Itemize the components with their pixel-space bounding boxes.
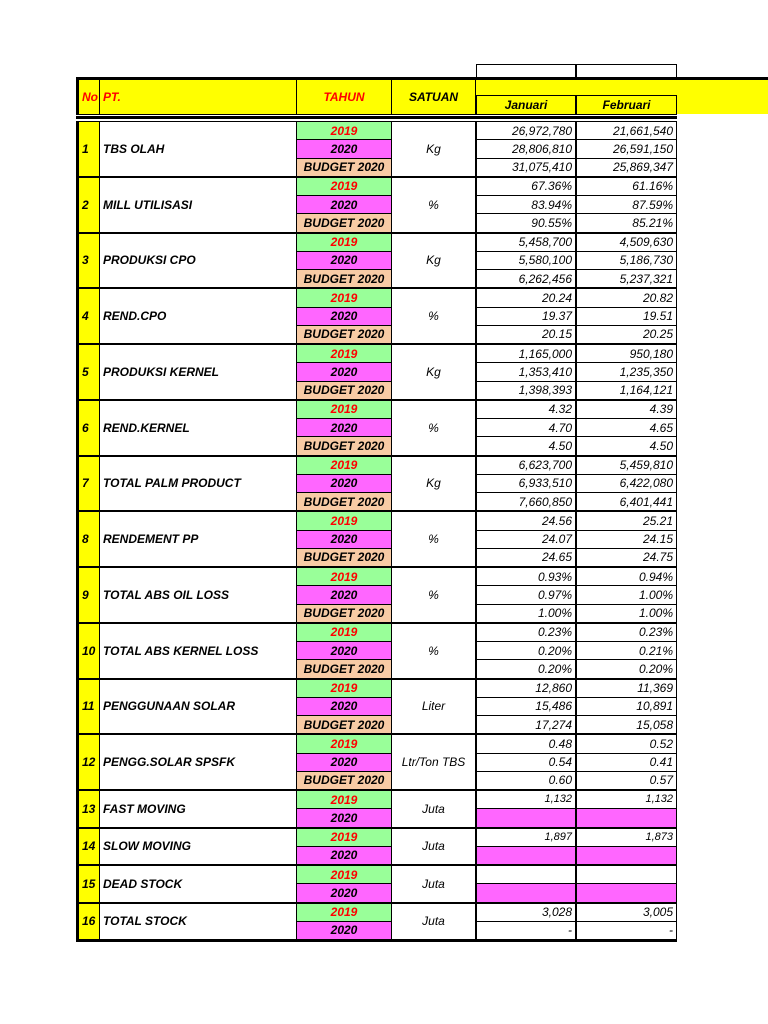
value-januari[interactable]: 6,933,510 xyxy=(476,474,576,493)
value-januari[interactable]: 24.65 xyxy=(476,548,576,567)
value-februari[interactable]: 0.23% xyxy=(576,623,677,642)
value-januari[interactable]: 19.37 xyxy=(476,307,576,326)
value-januari[interactable] xyxy=(476,865,576,884)
row-number: 12 xyxy=(76,734,100,790)
value-januari[interactable]: 1,897 xyxy=(476,828,576,847)
blank-cell-jan-top[interactable] xyxy=(476,64,576,78)
value-februari[interactable]: 21,661,540 xyxy=(576,121,677,140)
row-indicator-name: FAST MOVING xyxy=(99,790,297,828)
year-cell[interactable]: 2020 xyxy=(296,530,392,549)
row-unit: Ltr/Ton TBS xyxy=(391,734,476,790)
value-januari[interactable]: 0.23% xyxy=(476,623,576,642)
value-februari[interactable]: 24.75 xyxy=(576,548,677,567)
value-februari[interactable]: 0.21% xyxy=(576,641,677,660)
row-unit: Kg xyxy=(391,344,476,400)
value-januari[interactable]: 90.55% xyxy=(476,213,576,232)
year-cell[interactable]: 2020 xyxy=(296,251,392,270)
row-number: 4 xyxy=(76,288,100,344)
year-cell[interactable]: 2020 xyxy=(296,474,392,493)
year-cell[interactable]: 2020 xyxy=(296,307,392,326)
value-januari[interactable]: 24.56 xyxy=(476,511,576,530)
header-februari: Februari xyxy=(576,95,677,115)
row-indicator-name: PRODUKSI KERNEL xyxy=(99,344,297,400)
value-februari[interactable]: 10,891 xyxy=(576,697,677,716)
value-januari[interactable]: 12,860 xyxy=(476,679,576,698)
row-number: 14 xyxy=(76,828,100,866)
row-number: 13 xyxy=(76,790,100,828)
row-unit: Kg xyxy=(391,121,476,177)
value-februari[interactable]: 4.65 xyxy=(576,418,677,437)
year-cell[interactable]: 2019 xyxy=(296,177,392,196)
value-januari[interactable]: 3,028 xyxy=(476,903,576,922)
value-februari[interactable]: 3,005 xyxy=(576,903,677,922)
value-februari[interactable]: 1.00% xyxy=(576,585,677,604)
value-februari[interactable]: 6,401,441 xyxy=(576,492,677,511)
value-februari[interactable] xyxy=(576,883,677,902)
value-februari[interactable]: 26,591,150 xyxy=(576,139,677,158)
value-februari[interactable]: 5,186,730 xyxy=(576,251,677,270)
value-februari[interactable]: 20.82 xyxy=(576,288,677,307)
value-februari[interactable]: 4.39 xyxy=(576,400,677,419)
year-cell[interactable]: 2020 xyxy=(296,362,392,381)
value-februari[interactable]: 85.21% xyxy=(576,213,677,232)
row-indicator-name: REND.CPO xyxy=(99,288,297,344)
year-cell[interactable]: BUDGET 2020 xyxy=(296,548,392,567)
header-no: No xyxy=(76,77,100,115)
row-unit: Juta xyxy=(391,903,476,941)
value-januari[interactable]: 0.54 xyxy=(476,753,576,772)
row-indicator-name: MILL UTILISASI xyxy=(99,177,297,233)
year-cell[interactable]: BUDGET 2020 xyxy=(296,269,392,288)
row-number: 3 xyxy=(76,233,100,289)
row-indicator-name: PENGGUNAAN SOLAR xyxy=(99,679,297,735)
row-unit: % xyxy=(391,177,476,233)
value-januari[interactable]: 1,398,393 xyxy=(476,381,576,400)
value-februari[interactable]: 25,869,347 xyxy=(576,158,677,177)
value-februari[interactable]: 1,235,350 xyxy=(576,362,677,381)
value-februari[interactable]: 25.21 xyxy=(576,511,677,530)
year-cell[interactable]: 2020 xyxy=(296,195,392,214)
row-indicator-name: TOTAL PALM PRODUCT xyxy=(99,456,297,512)
row-indicator-name: TBS OLAH xyxy=(99,121,297,177)
row-unit: % xyxy=(391,288,476,344)
value-januari[interactable]: 5,580,100 xyxy=(476,251,576,270)
value-februari[interactable]: 5,237,321 xyxy=(576,269,677,288)
value-februari[interactable]: 87.59% xyxy=(576,195,677,214)
year-cell[interactable]: 2019 xyxy=(296,400,392,419)
value-januari[interactable]: 6,262,456 xyxy=(476,269,576,288)
value-januari[interactable]: 15,486 xyxy=(476,697,576,716)
row-indicator-name: REND.KERNEL xyxy=(99,400,297,456)
year-cell[interactable]: 2020 xyxy=(296,585,392,604)
value-januari[interactable]: 1,132 xyxy=(476,790,576,809)
row-number: 15 xyxy=(76,865,100,903)
value-februari[interactable]: 19.51 xyxy=(576,307,677,326)
value-januari[interactable]: 0.93% xyxy=(476,567,576,586)
value-januari[interactable]: 17,274 xyxy=(476,715,576,734)
row-number: 5 xyxy=(76,344,100,400)
value-februari[interactable]: 0.52 xyxy=(576,734,677,753)
value-januari[interactable]: 1,353,410 xyxy=(476,362,576,381)
year-cell[interactable]: 2019 xyxy=(296,679,392,698)
blank-cell-feb-top[interactable] xyxy=(576,64,677,78)
year-cell[interactable]: 2020 xyxy=(296,641,392,660)
row-unit: Liter xyxy=(391,679,476,735)
year-cell[interactable]: BUDGET 2020 xyxy=(296,325,392,344)
year-cell[interactable]: BUDGET 2020 xyxy=(296,659,392,678)
year-cell[interactable]: BUDGET 2020 xyxy=(296,492,392,511)
year-cell[interactable]: 2019 xyxy=(296,734,392,753)
value-januari[interactable]: 0.20% xyxy=(476,641,576,660)
value-februari[interactable]: 0.20% xyxy=(576,659,677,678)
value-januari[interactable] xyxy=(476,808,576,827)
row-unit: Juta xyxy=(391,865,476,903)
header-pt: PT. xyxy=(99,77,297,115)
value-februari[interactable]: 5,459,810 xyxy=(576,456,677,475)
value-januari[interactable]: 28,806,810 xyxy=(476,139,576,158)
value-januari[interactable]: 0.97% xyxy=(476,585,576,604)
value-februari[interactable]: 61.16% xyxy=(576,177,677,196)
value-januari[interactable]: 5,458,700 xyxy=(476,233,576,252)
row-indicator-name: TOTAL STOCK xyxy=(99,903,297,941)
value-februari[interactable]: 950,180 xyxy=(576,344,677,363)
row-number: 2 xyxy=(76,177,100,233)
row-number: 10 xyxy=(76,623,100,679)
row-number: 6 xyxy=(76,400,100,456)
value-januari[interactable]: 26,972,780 xyxy=(476,121,576,140)
row-unit: % xyxy=(391,623,476,679)
value-februari[interactable] xyxy=(576,846,677,865)
value-februari[interactable]: 0.94% xyxy=(576,567,677,586)
value-februari[interactable]: 1,132 xyxy=(576,790,677,809)
value-januari[interactable] xyxy=(476,846,576,865)
year-cell[interactable]: BUDGET 2020 xyxy=(296,604,392,623)
value-februari[interactable]: 0.41 xyxy=(576,753,677,772)
row-indicator-name: SLOW MOVING xyxy=(99,828,297,866)
row-number: 8 xyxy=(76,511,100,567)
year-cell[interactable]: 2020 xyxy=(296,846,392,865)
year-cell[interactable]: 2019 xyxy=(296,903,392,922)
value-februari[interactable]: 4.50 xyxy=(576,436,677,455)
year-cell[interactable]: 2020 xyxy=(296,697,392,716)
row-unit: % xyxy=(391,511,476,567)
value-januari[interactable]: 1,165,000 xyxy=(476,344,576,363)
year-cell[interactable]: 2019 xyxy=(296,623,392,642)
value-januari[interactable]: 24.07 xyxy=(476,530,576,549)
header-month-top xyxy=(476,77,677,96)
value-januari[interactable]: 20.24 xyxy=(476,288,576,307)
row-indicator-name: RENDEMENT PP xyxy=(99,511,297,567)
year-cell[interactable]: 2019 xyxy=(296,511,392,530)
value-januari[interactable]: 4.50 xyxy=(476,436,576,455)
value-februari[interactable] xyxy=(576,808,677,827)
row-indicator-name: DEAD STOCK xyxy=(99,865,297,903)
value-februari[interactable]: 4,509,630 xyxy=(576,233,677,252)
year-cell[interactable]: BUDGET 2020 xyxy=(296,213,392,232)
value-januari[interactable] xyxy=(476,883,576,902)
year-cell[interactable]: 2020 xyxy=(296,753,392,772)
row-indicator-name: TOTAL ABS OIL LOSS xyxy=(99,567,297,623)
value-februari[interactable]: 1,164,121 xyxy=(576,381,677,400)
year-cell[interactable]: BUDGET 2020 xyxy=(296,771,392,790)
value-februari[interactable]: 24.15 xyxy=(576,530,677,549)
header-separator xyxy=(76,116,677,119)
row-unit: Juta xyxy=(391,790,476,828)
value-januari[interactable]: 7,660,850 xyxy=(476,492,576,511)
year-cell[interactable]: 2020 xyxy=(296,808,392,827)
row-number: 1 xyxy=(76,121,100,177)
row-unit: % xyxy=(391,567,476,623)
value-januari[interactable]: - xyxy=(476,921,576,940)
year-cell[interactable]: 2020 xyxy=(296,418,392,437)
year-cell[interactable]: BUDGET 2020 xyxy=(296,381,392,400)
header-januari: Januari xyxy=(476,95,576,115)
value-februari[interactable]: 0.57 xyxy=(576,771,677,790)
row-unit: Kg xyxy=(391,456,476,512)
value-januari[interactable]: 31,075,410 xyxy=(476,158,576,177)
row-number: 11 xyxy=(76,679,100,735)
value-februari[interactable]: 1.00% xyxy=(576,604,677,623)
value-februari[interactable]: 20.25 xyxy=(576,325,677,344)
year-cell[interactable]: 2020 xyxy=(296,139,392,158)
row-indicator-name: TOTAL ABS KERNEL LOSS xyxy=(99,623,297,679)
value-februari[interactable]: 15,058 xyxy=(576,715,677,734)
row-unit: Kg xyxy=(391,233,476,289)
header-tahun: TAHUN xyxy=(296,77,392,115)
value-januari[interactable]: 67.36% xyxy=(476,177,576,196)
year-cell[interactable]: 2019 xyxy=(296,456,392,475)
row-unit: % xyxy=(391,400,476,456)
year-cell[interactable]: BUDGET 2020 xyxy=(296,436,392,455)
year-cell[interactable]: 2019 xyxy=(296,233,392,252)
year-cell[interactable]: 2019 xyxy=(296,344,392,363)
value-januari[interactable]: 83.94% xyxy=(476,195,576,214)
row-unit: Juta xyxy=(391,828,476,866)
value-januari[interactable]: 0.48 xyxy=(476,734,576,753)
year-cell[interactable]: 2020 xyxy=(296,883,392,902)
value-februari[interactable]: 1,873 xyxy=(576,828,677,847)
header-satuan: SATUAN xyxy=(391,77,476,115)
value-januari[interactable]: 0.60 xyxy=(476,771,576,790)
value-februari[interactable]: - xyxy=(576,921,677,940)
value-januari[interactable]: 4.70 xyxy=(476,418,576,437)
value-januari[interactable]: 0.20% xyxy=(476,659,576,678)
value-januari[interactable]: 1.00% xyxy=(476,604,576,623)
row-number: 7 xyxy=(76,456,100,512)
year-cell[interactable]: 2019 xyxy=(296,790,392,809)
year-cell[interactable]: BUDGET 2020 xyxy=(296,158,392,177)
value-januari[interactable]: 6,623,700 xyxy=(476,456,576,475)
row-number: 16 xyxy=(76,903,100,941)
year-cell[interactable]: 2019 xyxy=(296,865,392,884)
year-cell[interactable]: 2019 xyxy=(296,828,392,847)
value-februari[interactable]: 6,422,080 xyxy=(576,474,677,493)
value-januari[interactable]: 20.15 xyxy=(476,325,576,344)
row-indicator-name: PENGG.SOLAR SPSFK xyxy=(99,734,297,790)
table-bottom-border xyxy=(76,939,677,942)
value-januari[interactable]: 4.32 xyxy=(476,400,576,419)
year-cell[interactable]: 2020 xyxy=(296,921,392,940)
year-cell[interactable]: BUDGET 2020 xyxy=(296,715,392,734)
year-cell[interactable]: 2019 xyxy=(296,567,392,586)
row-indicator-name: PRODUKSI CPO xyxy=(99,233,297,289)
row-number: 9 xyxy=(76,567,100,623)
value-februari[interactable]: 11,369 xyxy=(576,679,677,698)
value-februari[interactable] xyxy=(576,865,677,884)
year-cell[interactable]: 2019 xyxy=(296,121,392,140)
year-cell[interactable]: 2019 xyxy=(296,288,392,307)
